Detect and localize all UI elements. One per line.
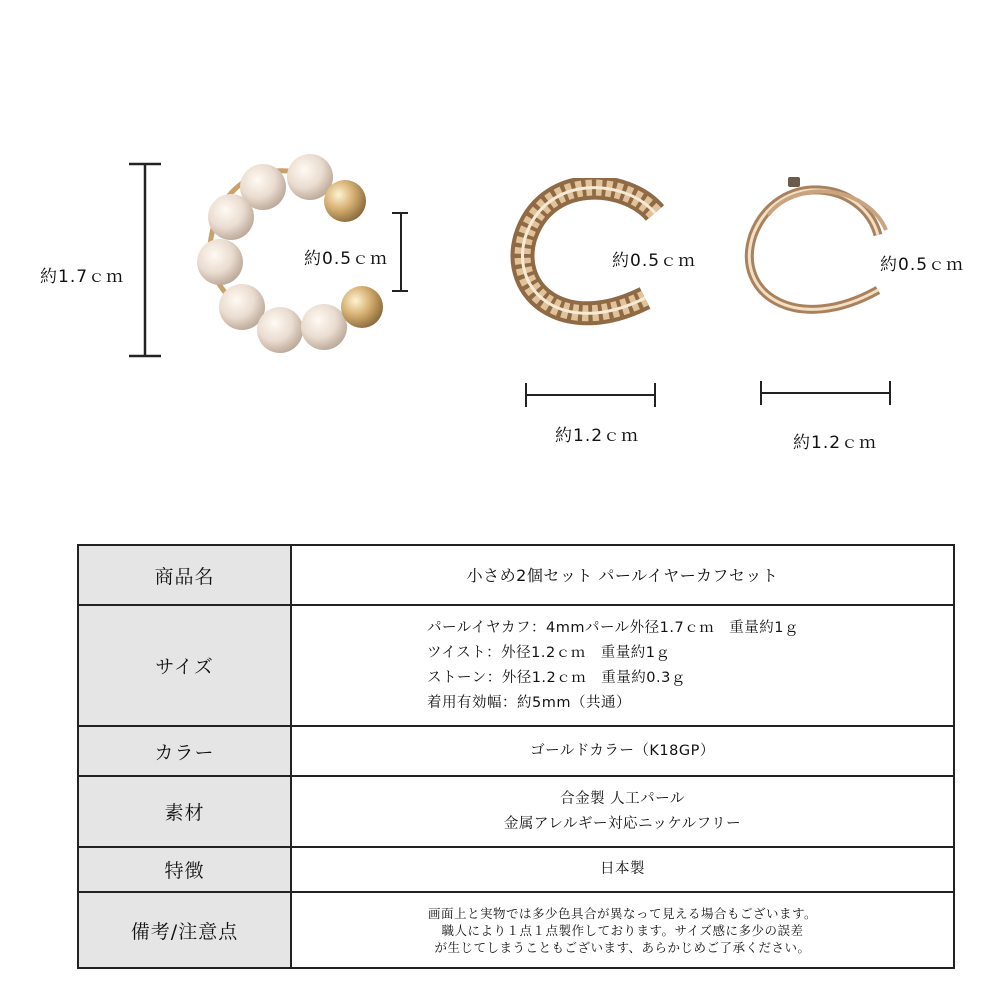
- spec-header-notes: 備考/注意点: [78, 892, 291, 968]
- twist-gap-label: 約0.5ｃｍ: [612, 251, 697, 271]
- notes-line-3: が生じてしまうこともございます、あらかじめご了承ください。: [434, 939, 811, 955]
- spec-row-color: [78, 726, 954, 776]
- feature-text: 日本製: [600, 861, 645, 877]
- spec-table: [77, 544, 955, 969]
- spec-header-color: カラー: [78, 726, 291, 776]
- spec-row-size: [78, 605, 954, 726]
- spec-row-feature: [78, 847, 954, 892]
- product-name-text: 小さめ2個セット パールイヤーカフセット: [466, 565, 779, 585]
- spec-value-product-name: [291, 545, 954, 605]
- spec-header-product-name: 商品名: [78, 545, 291, 605]
- size-line-stone: ストーン：外径1.2ｃｍ 重量約0.3ｇ: [427, 669, 686, 686]
- twist-width-label: 約1.2ｃｍ: [555, 426, 640, 446]
- twist-width-bracket: [523, 380, 659, 410]
- spec-header-feature: 特徴: [78, 847, 291, 892]
- spec-row-notes: [78, 892, 954, 968]
- size-line-width: 着用有効幅：約5mm（共通）: [427, 694, 631, 711]
- size-line-pearl: パールイヤカフ：4mmパール外径1.7ｃｍ 重量約1ｇ: [427, 619, 799, 636]
- stone-ear-cuff-image: [738, 175, 893, 335]
- spec-value-notes: [291, 892, 954, 968]
- size-line-twist: ツイスト：外径1.2ｃｍ 重量約1ｇ: [427, 644, 671, 661]
- spec-value-material: [291, 776, 954, 847]
- spec-row-material: [78, 776, 954, 847]
- spec-header-size: サイズ: [78, 605, 291, 726]
- notes-line-1: 画面上と実物では多少色具合が異なって見える場合もございます。: [427, 905, 817, 921]
- stone-width-label: 約1.2ｃｍ: [793, 433, 878, 453]
- spec-row-product-name: [78, 545, 954, 605]
- pearl-height-label: 約1.7ｃｍ: [40, 267, 125, 287]
- material-line-1: 合金製 人工パール: [560, 790, 685, 807]
- spec-value-color: [291, 726, 954, 776]
- color-text: ゴールドカラー（K18GP）: [530, 742, 715, 759]
- pearl-gap-label: 約0.5ｃｍ: [304, 249, 389, 269]
- pearl-height-bracket: [125, 162, 165, 360]
- spec-header-material: 素材: [78, 776, 291, 847]
- material-line-2: 金属アレルギー対応ニッケルフリー: [503, 815, 742, 832]
- notes-line-2: 職人により１点１点製作しております。サイズ感に多少の誤差: [441, 922, 804, 938]
- spec-value-size: [291, 605, 954, 726]
- stone-width-bracket: [758, 378, 894, 408]
- stone-gap-label: 約0.5ｃｍ: [880, 255, 965, 275]
- pearl-gap-bracket: [388, 211, 412, 293]
- spec-value-feature: [291, 847, 954, 892]
